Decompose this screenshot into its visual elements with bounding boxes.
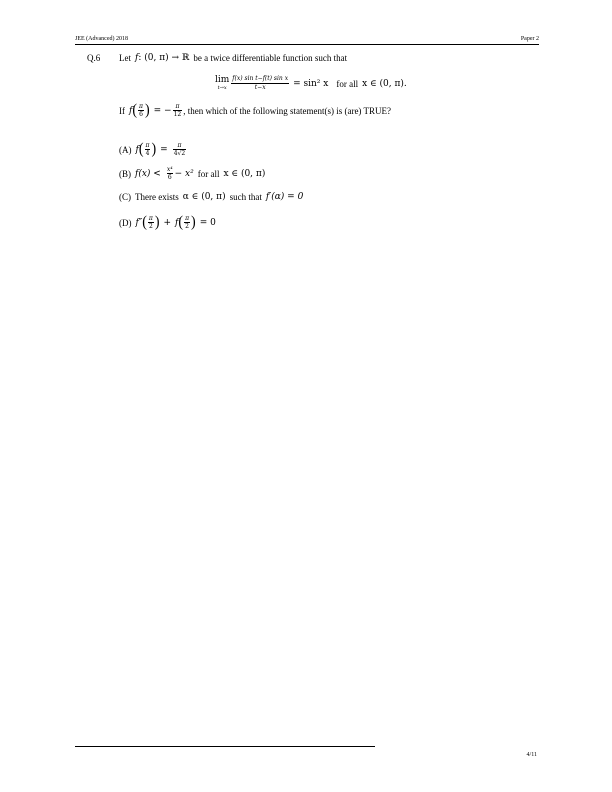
option-a-eq: = (160, 144, 168, 155)
limit-rhs: = sin² x (293, 78, 329, 89)
given-condition: If f ( $\frac{\pi}{6}$ ) = − $\frac{\pi}{12}$ , then which of the following statement(s) is (are) TRUE? (119, 101, 392, 119)
option-c[interactable] (119, 192, 303, 202)
condition-arg-num: π (139, 103, 143, 110)
option-a-rhs-den: 4√2 (173, 150, 186, 157)
option-d-eq: = 0 (199, 217, 216, 228)
stem-rest: be a twice differentiable function such that (193, 53, 348, 63)
option-a-f: f (135, 144, 139, 155)
condition-rhs-den: 12 (173, 111, 182, 118)
limit-condition-text: for all (336, 78, 359, 89)
condition-equals: = − (153, 105, 172, 116)
limit-op-text: lim (215, 75, 230, 85)
option-a-label: (A) (119, 144, 132, 155)
option-b-cond-math: x ∈ (0, π) (223, 168, 266, 179)
option-a-arg-num: π (145, 142, 150, 149)
limit-numerator: f(x) sin t−f(t) sin x (232, 75, 289, 82)
option-d-arg1-den: 2 (148, 223, 153, 230)
option-b-frac-num: x⁴ (166, 166, 173, 173)
option-b[interactable] (119, 166, 265, 181)
question-number: Q.6 (87, 53, 101, 63)
option-d-label: (D) (119, 217, 132, 228)
option-b-label: (B) (119, 168, 131, 179)
stem-domain: : (0, π) → ℝ (138, 53, 190, 63)
paper-label: Paper 2 (520, 36, 539, 42)
limit-equation (215, 75, 407, 92)
option-c-math: α ∈ (0, π) (182, 192, 226, 202)
option-b-rest: − x² (174, 168, 194, 179)
option-c-text2: such that (229, 192, 262, 202)
stem-function: f (135, 53, 139, 63)
page-number: 4/11 (526, 752, 537, 758)
option-c-math2: f′(α) = 0 (265, 192, 304, 202)
option-a-arg-den: 4 (145, 150, 150, 157)
limit-condition-math: x ∈ (0, π). (362, 78, 407, 89)
condition-rhs (173, 103, 183, 118)
option-c-text: There exists (135, 192, 179, 202)
option-b-cond-text: for all (197, 168, 220, 179)
option-d[interactable]: (D) f″ ( $\frac{\pi}{2}$ ) + f ( $\frac{\pi}{2}$ ) = 0 (119, 213, 216, 231)
option-c-label: (C) (119, 192, 131, 202)
condition-f: f (129, 105, 133, 116)
header-divider (75, 44, 539, 45)
option-d-arg2-den: 2 (185, 223, 189, 230)
footer-divider (75, 746, 375, 747)
question-stem (119, 53, 347, 63)
condition-rhs-num: π (175, 103, 180, 110)
option-b-frac (166, 166, 174, 181)
limit-subscript: t→x (217, 85, 227, 91)
condition-if: If (119, 105, 125, 116)
option-a[interactable]: (A) f ( $\frac{\pi}{4}$ ) = $\frac{\pi}{4√2}$ (119, 140, 186, 158)
option-d-f1: f″ (135, 217, 143, 228)
option-d-arg1-num: π (148, 215, 153, 222)
condition-tail: , then which of the following statement(s) is (are) TRUE? (183, 105, 392, 116)
option-b-lhs: f(x) < (135, 168, 161, 179)
limit-operator (215, 76, 229, 91)
limit-fraction (231, 75, 289, 92)
option-d-arg1 (148, 215, 154, 230)
option-b-frac-den: 6 (167, 174, 172, 181)
option-a-rhs (173, 142, 186, 157)
option-d-arg2 (184, 215, 190, 230)
stem-prefix: Let (119, 53, 131, 63)
condition-arg (138, 103, 144, 118)
option-d-arg2-num: π (185, 215, 190, 222)
option-a-arg (145, 142, 151, 157)
exam-title: JEE (Advanced) 2018 (75, 36, 128, 42)
option-d-plus: + (163, 217, 172, 228)
option-a-rhs-num: π (177, 142, 182, 149)
condition-arg-den: 6 (139, 111, 143, 118)
limit-denominator: t−x (231, 83, 289, 92)
option-d-f2: f (175, 217, 179, 228)
